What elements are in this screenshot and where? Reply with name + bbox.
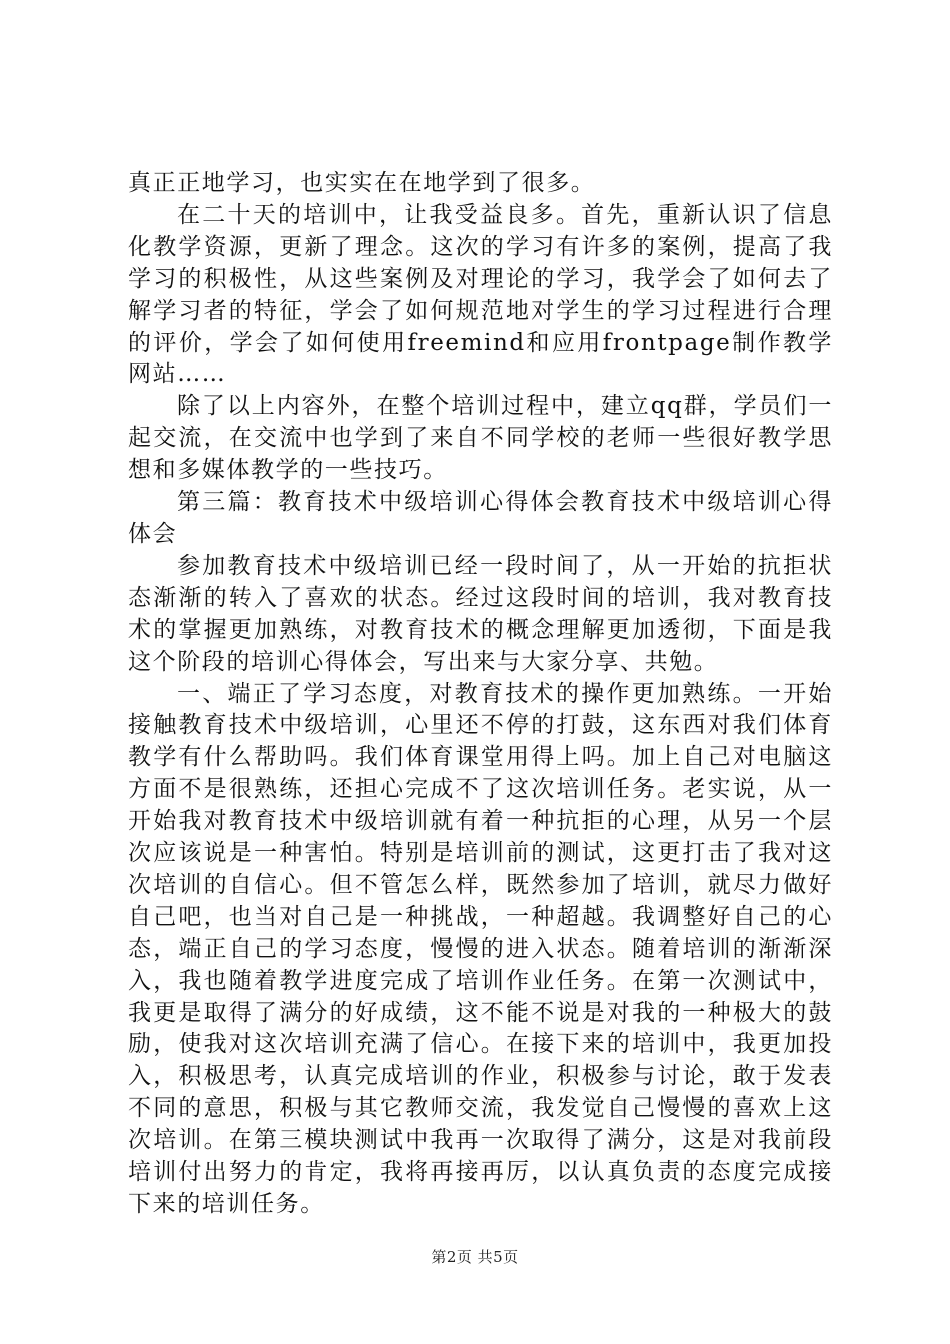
section-heading-part-three: 第三篇：教育技术中级培训心得体会教育技术中级培训心得体会	[128, 489, 833, 547]
paragraph-intro: 参加教育技术中级培训已经一段时间了，从一开始的抗拒状态渐渐的转入了喜欢的状态。经过这段时间的培训，我对教育技术的掌握更加熟练，对教育技术的概念理解更加透彻，下面是我这个阶段的培训心得体会，写出来与大家分享、共勉。	[128, 552, 833, 675]
paragraph-training-benefits: 在二十天的培训中，让我受益良多。首先，重新认识了信息化教学资源，更新了理念。这次的学习有许多的案例，提高了我学习的积极性，从这些案例及对理论的学习，我学会了如何去了解学习者的特征，学会了如何规范地对学生的学习过程进行合理的评价，学会了如何使用freemind和应用frontpage制作教学网站……	[128, 201, 833, 388]
document-body	[128, 168, 833, 1221]
paragraph-point-one: 一、端正了学习态度，对教育技术的操作更加熟练。一开始接触教育技术中级培训，心里还不停的打鼓，这东西对我们体育教学有什么帮助吗。我们体育课堂用得上吗。加上自己对电脑这方面不是很熟练，还担心完成不了这次培训任务。老实说，从一开始我对教育技术中级培训就有着一种抗拒的心理，从另一个层次应该说是一种害怕。特别是培训前的测试，这更打击了我对这次培训的自信心。但不管怎么样，既然参加了培训，就尽力做好自己吧，也当对自己是一种挑战，一种超越。我调整好自己的心态，端正自己的学习态度，慢慢的进入状态。随着培训的渐渐深入，我也随着教学进度完成了培训作业任务。在第一次测试中，我更是取得了满分的好成绩，这不能不说是对我的一种极大的鼓励，使我对这次培训充满了信心。在接下来的培训中，我更加投入，积极思考，认真完成培训的作业，积极参与讨论，敢于发表不同的意思，积极与其它教师交流，我发觉自己慢慢的喜欢上这次培训。在第三模块测试中我再一次取得了满分，这是对我前段培训付出努力的肯定，我将再接再厉，以认真负责的态度完成接下来的培训任务。	[128, 680, 833, 1217]
paragraph-qq-group: 除了以上内容外，在整个培训过程中，建立qq群，学员们一起交流，在交流中也学到了来自不同学校的老师一些很好教学思想和多媒体教学的一些技巧。	[128, 393, 833, 484]
paragraph-continuation: 真正正地学习，也实实在在地学到了很多。	[128, 170, 596, 196]
page-number-footer: 第2页 共5页	[431, 1248, 519, 1266]
